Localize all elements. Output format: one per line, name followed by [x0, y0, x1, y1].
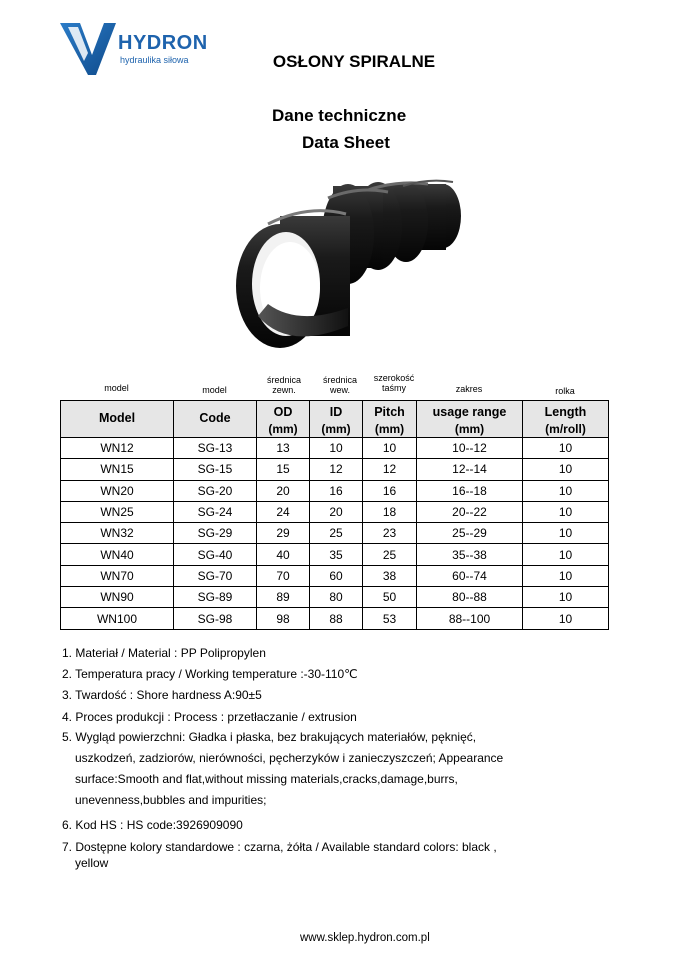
table-row	[61, 565, 609, 586]
cell-length: 10	[523, 480, 609, 501]
cell-code: SG-70	[174, 565, 257, 586]
table-row	[61, 523, 609, 544]
cell-model: WN40	[61, 544, 174, 565]
cell-id: 25	[310, 523, 363, 544]
pl-header-model-2: model	[202, 385, 227, 395]
cell-pitch: 16	[363, 480, 417, 501]
table-row	[61, 544, 609, 565]
pl-header-id: średnica wew.	[322, 375, 358, 395]
cell-code: SG-29	[174, 523, 257, 544]
cell-code: SG-98	[174, 608, 257, 629]
pl-header-length: rolka	[555, 386, 575, 396]
cell-od: 70	[257, 565, 310, 586]
table-row	[61, 438, 609, 459]
cell-length: 10	[523, 608, 609, 629]
cell-code: SG-89	[174, 587, 257, 608]
col-header-code: Code	[174, 401, 257, 438]
cell-model: WN70	[61, 565, 174, 586]
cell-model: WN15	[61, 459, 174, 480]
cell-length: 10	[523, 459, 609, 480]
cell-length: 10	[523, 587, 609, 608]
cell-usage-range: 10--12	[417, 438, 523, 459]
logo-brand-text: HYDRON	[118, 32, 208, 54]
note-material: 1. Materiał / Material : PP Polipropylen	[62, 646, 266, 660]
cell-pitch: 38	[363, 565, 417, 586]
cell-code: SG-15	[174, 459, 257, 480]
note-process: 4. Proces produkcji : Process : przetłaczanie / extrusion	[62, 710, 357, 724]
cell-od: 13	[257, 438, 310, 459]
cell-usage-range: 12--14	[417, 459, 523, 480]
cell-id: 20	[310, 501, 363, 522]
cell-code: SG-20	[174, 480, 257, 501]
col-header-usage-range: usage range (mm)	[417, 401, 523, 438]
cell-usage-range: 80--88	[417, 587, 523, 608]
col-header-od: OD (mm)	[257, 401, 310, 438]
cell-od: 24	[257, 501, 310, 522]
cell-model: WN25	[61, 501, 174, 522]
cell-pitch: 53	[363, 608, 417, 629]
cell-od: 20	[257, 480, 310, 501]
pl-header-range: zakres	[455, 384, 483, 394]
cell-pitch: 10	[363, 438, 417, 459]
cell-id: 80	[310, 587, 363, 608]
spec-table	[60, 400, 609, 630]
logo-tagline: hydraulika siłowa	[120, 55, 189, 65]
cell-length: 10	[523, 438, 609, 459]
cell-length: 10	[523, 523, 609, 544]
subtitle-english: Data Sheet	[302, 133, 390, 152]
cell-length: 10	[523, 501, 609, 522]
note-hs-code: 6. Kod HS : HS code:3926909090	[62, 818, 243, 832]
pl-header-pitch: szerokość taśmy	[373, 373, 415, 393]
note-appearance-line2: uszkodzeń, zadziorów, nierówności, pęcherzyków i zanieczyszczeń; Appearance	[75, 751, 504, 765]
table-row	[61, 587, 609, 608]
col-header-pitch: Pitch (mm)	[363, 401, 417, 438]
footer-website: www.sklep.hydron.com.pl	[300, 932, 430, 944]
table-row	[61, 459, 609, 480]
cell-usage-range: 35--38	[417, 544, 523, 565]
cell-id: 12	[310, 459, 363, 480]
note-colors-line2: yellow	[75, 856, 109, 870]
cell-id: 35	[310, 544, 363, 565]
cell-id: 60	[310, 565, 363, 586]
cell-pitch: 18	[363, 501, 417, 522]
cell-code: SG-24	[174, 501, 257, 522]
product-photo	[228, 176, 478, 362]
table-row	[61, 480, 609, 501]
cell-id: 88	[310, 608, 363, 629]
cell-usage-range: 16--18	[417, 480, 523, 501]
pl-header-model-1: model	[104, 383, 129, 393]
table-row	[61, 501, 609, 522]
cell-length: 10	[523, 565, 609, 586]
cell-model: WN12	[61, 438, 174, 459]
col-header-model: Model	[61, 401, 174, 438]
spec-table-header-row	[61, 401, 609, 438]
document-title: OSŁONY SPIRALNE	[272, 52, 436, 71]
cell-pitch: 12	[363, 459, 417, 480]
cell-id: 10	[310, 438, 363, 459]
cell-pitch: 50	[363, 587, 417, 608]
note-colors: 7. Dostępne kolory standardowe : czarna, żółta / Available standard colors: black ,	[62, 840, 497, 854]
cell-usage-range: 88--100	[417, 608, 523, 629]
cell-id: 16	[310, 480, 363, 501]
cell-od: 29	[257, 523, 310, 544]
cell-code: SG-13	[174, 438, 257, 459]
cell-pitch: 23	[363, 523, 417, 544]
cell-model: WN20	[61, 480, 174, 501]
pl-header-od: średnica zewn.	[266, 375, 302, 395]
cell-length: 10	[523, 544, 609, 565]
cell-model: WN90	[61, 587, 174, 608]
cell-usage-range: 60--74	[417, 565, 523, 586]
col-header-id: ID (mm)	[310, 401, 363, 438]
note-temperature: 2. Temperatura pracy / Working temperature :-30-110℃	[62, 667, 358, 681]
cell-pitch: 25	[363, 544, 417, 565]
note-appearance: 5. Wygląd powierzchni: Gładka i płaska, bez brakujących materiałów, pęknięć,	[62, 730, 477, 744]
spiral-guard-image	[228, 176, 478, 362]
note-appearance-line3: surface:Smooth and flat,without missing materials,cracks,damage,burrs,	[75, 772, 458, 786]
note-appearance-line4: unevenness,bubbles and impurities;	[75, 793, 267, 807]
subtitle-polish: Dane techniczne	[272, 106, 407, 125]
cell-model: WN100	[61, 608, 174, 629]
cell-code: SG-40	[174, 544, 257, 565]
cell-model: WN32	[61, 523, 174, 544]
col-header-length: Length (m/roll)	[523, 401, 609, 438]
cell-od: 89	[257, 587, 310, 608]
cell-od: 15	[257, 459, 310, 480]
cell-usage-range: 20--22	[417, 501, 523, 522]
note-hardness: 3. Twardość : Shore hardness A:90±5	[62, 688, 262, 702]
cell-od: 98	[257, 608, 310, 629]
cell-od: 40	[257, 544, 310, 565]
cell-usage-range: 25--29	[417, 523, 523, 544]
table-row	[61, 608, 609, 629]
